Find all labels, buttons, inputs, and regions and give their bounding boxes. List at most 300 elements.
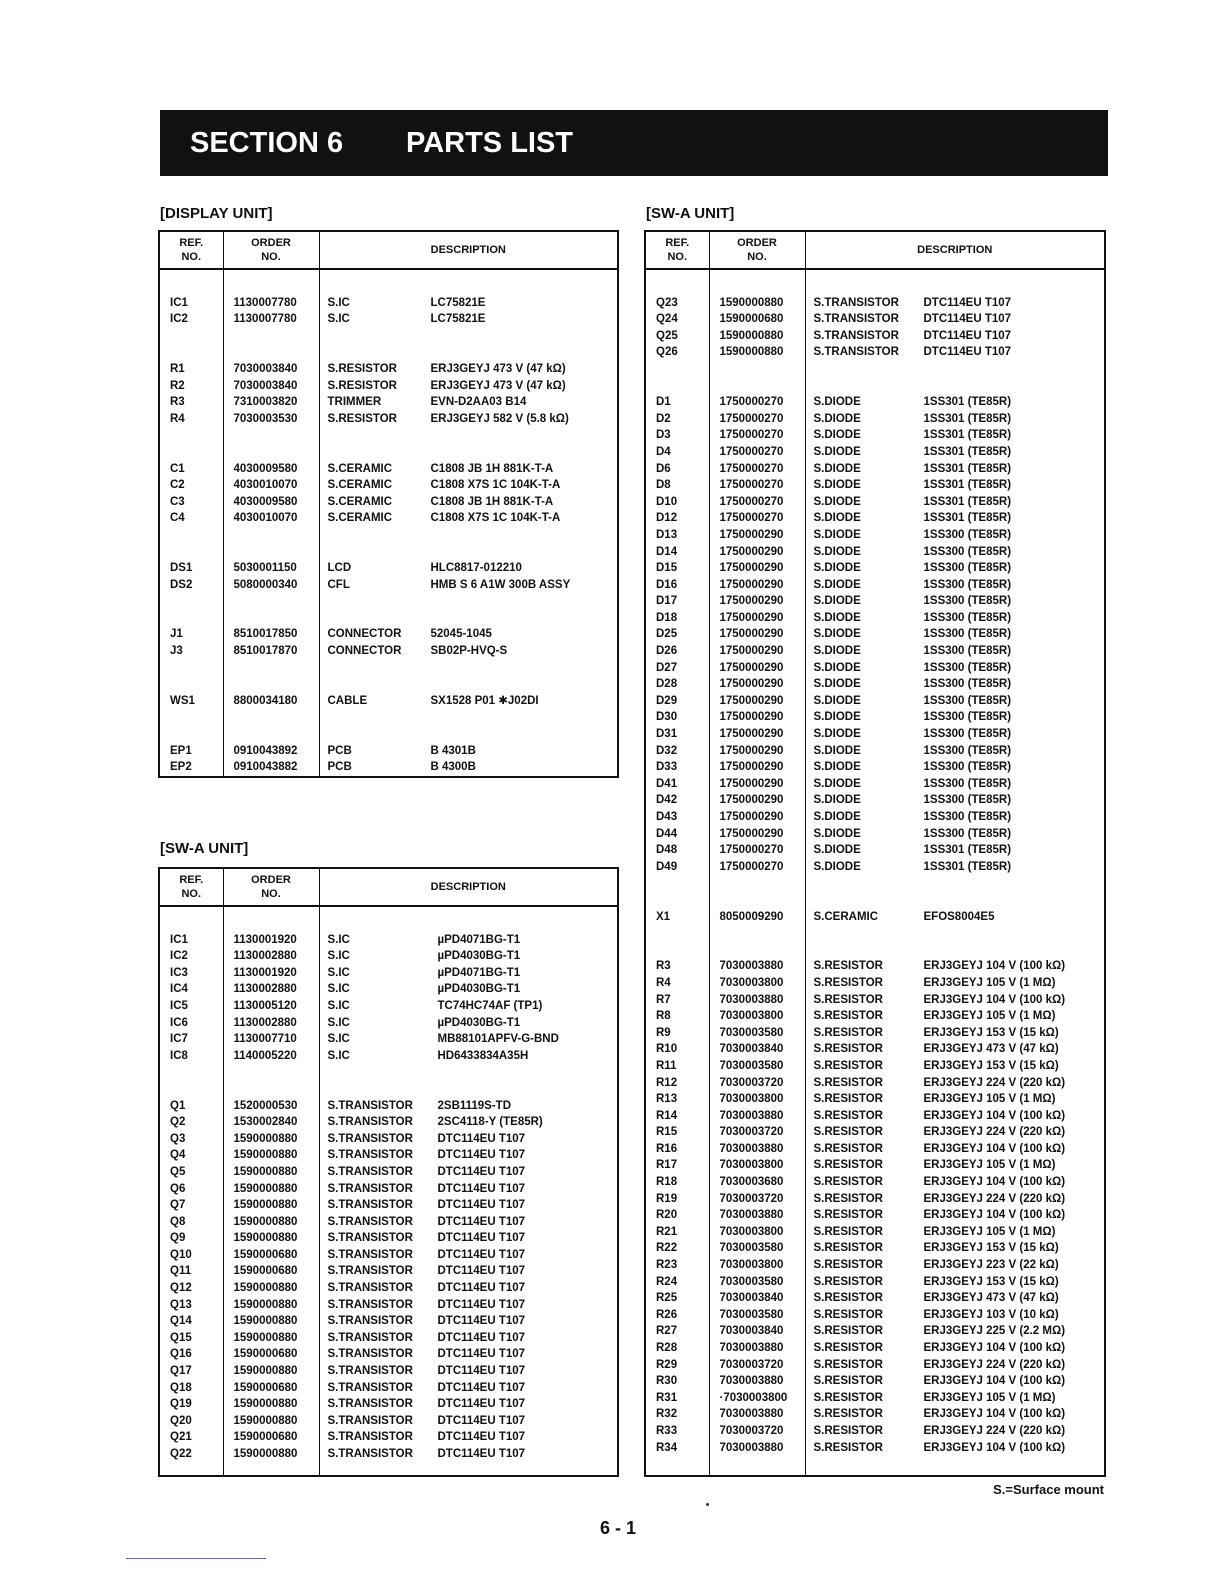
part-row <box>159 932 618 949</box>
part-type: S.RESISTOR <box>813 1358 883 1371</box>
ref-no: R8 <box>645 1008 709 1025</box>
ref-no: IC1 <box>159 295 223 312</box>
ref-no: IC5 <box>159 998 223 1015</box>
description <box>805 676 1105 693</box>
part-type: S.RESISTOR <box>813 1109 883 1122</box>
order-no: 1750000290 <box>709 759 805 776</box>
part-number: 1SS301 (TE85R) <box>923 462 1012 475</box>
description <box>319 1297 618 1314</box>
description <box>319 378 618 395</box>
ref-header-line2: NO. <box>181 251 202 263</box>
description <box>319 311 618 328</box>
spacer-row <box>645 269 1105 278</box>
spacer-row <box>645 892 1105 909</box>
part-row <box>159 1330 618 1347</box>
description <box>805 792 1105 809</box>
part-number: 1SS300 (TE85R) <box>923 761 1012 774</box>
ref-no: Q19 <box>159 1396 223 1413</box>
order-no: 7030003580 <box>709 1307 805 1324</box>
part-number: 1SS300 (TE85R) <box>923 661 1012 674</box>
order-no: 8800034180 <box>223 693 319 710</box>
ref-no: Q9 <box>159 1230 223 1247</box>
description <box>319 693 618 710</box>
order-no: 7030003840 <box>709 1290 805 1307</box>
part-number: ERJ3GEYJ 105 V (1 MΩ) <box>923 1391 1056 1404</box>
spacer-row <box>159 444 618 461</box>
description <box>805 1157 1105 1174</box>
part-number: DTC114EU T107 <box>437 1348 526 1361</box>
part-number: 1SS300 (TE85R) <box>923 827 1012 840</box>
order-no-header <box>709 231 805 269</box>
description <box>805 427 1105 444</box>
part-row <box>645 743 1105 760</box>
ref-no-header <box>645 231 709 269</box>
order-no: 1590000880 <box>223 1363 319 1380</box>
description <box>805 394 1105 411</box>
ref-no: D31 <box>645 726 709 743</box>
ref-no: D3 <box>645 427 709 444</box>
description <box>805 510 1105 527</box>
order-no: 1750000290 <box>709 792 805 809</box>
ref-no: X1 <box>645 909 709 926</box>
ref-no: Q2 <box>159 1114 223 1131</box>
description <box>319 1263 618 1280</box>
description <box>805 709 1105 726</box>
ref-no: C3 <box>159 494 223 511</box>
part-type: S.TRANSISTOR <box>327 1398 413 1411</box>
part-row <box>645 1025 1105 1042</box>
part-row <box>159 394 618 411</box>
part-row <box>645 726 1105 743</box>
part-type: S.RESISTOR <box>813 1391 883 1404</box>
order-no: 8050009290 <box>709 909 805 926</box>
order-no: 7030003880 <box>709 1406 805 1423</box>
ref-no: IC3 <box>159 965 223 982</box>
part-number: ERJ3GEYJ 105 V (1 MΩ) <box>923 1010 1056 1023</box>
part-type: CONNECTOR <box>327 645 402 658</box>
description <box>805 560 1105 577</box>
part-row <box>645 494 1105 511</box>
part-number: 1SS300 (TE85R) <box>923 678 1012 691</box>
part-number: TC74HC74AF (TP1) <box>437 999 543 1012</box>
part-row <box>159 361 618 378</box>
part-row <box>645 1390 1105 1407</box>
order-no: 4030010070 <box>223 510 319 527</box>
part-row <box>159 577 618 594</box>
part-number: B 4301B <box>430 744 476 757</box>
part-type: S.DIODE <box>813 728 861 741</box>
part-row <box>645 1357 1105 1374</box>
part-number: ERJ3GEYJ 153 V (15 kΩ) <box>923 1026 1059 1039</box>
part-number: µPD4030BG-T1 <box>437 983 521 996</box>
part-number: SX1528 P01 ✱J02DI <box>430 694 539 707</box>
ref-no: Q4 <box>159 1147 223 1164</box>
part-type: S.RESISTOR <box>813 1142 883 1155</box>
part-type: S.IC <box>327 296 350 309</box>
order-header-line2: NO. <box>261 888 281 900</box>
part-row <box>159 1181 618 1198</box>
part-row <box>645 1058 1105 1075</box>
description <box>319 981 618 998</box>
part-type: S.IC <box>327 1049 350 1062</box>
description <box>805 527 1105 544</box>
order-no: 1750000270 <box>709 510 805 527</box>
part-type: S.RESISTOR <box>813 1275 883 1288</box>
order-no: 7030003840 <box>709 1041 805 1058</box>
order-no: 7030003880 <box>709 1373 805 1390</box>
part-row <box>159 1048 618 1065</box>
order-no: 1130002880 <box>223 948 319 965</box>
description <box>319 965 618 982</box>
part-number: ERJ3GEYJ 105 V (1 MΩ) <box>923 1159 1056 1172</box>
part-number: 1SS300 (TE85R) <box>923 528 1012 541</box>
part-row <box>645 1174 1105 1191</box>
order-no: 4030009580 <box>223 494 319 511</box>
description <box>319 1446 618 1463</box>
part-number: ERJ3GEYJ 224 V (220 kΩ) <box>923 1076 1066 1089</box>
part-row <box>645 394 1105 411</box>
ref-no: R23 <box>645 1257 709 1274</box>
order-no: 7030003880 <box>709 958 805 975</box>
order-no: 7030003800 <box>709 1224 805 1241</box>
part-type: S.DIODE <box>813 678 861 691</box>
spacer-row <box>159 776 618 777</box>
order-no: 7030003720 <box>709 1191 805 1208</box>
description <box>805 1108 1105 1125</box>
part-row <box>159 743 618 760</box>
part-type: S.IC <box>327 983 350 996</box>
ref-no: D30 <box>645 709 709 726</box>
order-no: 7030003840 <box>709 1323 805 1340</box>
ref-no: D49 <box>645 859 709 876</box>
part-row <box>645 1008 1105 1025</box>
order-no: 1750000270 <box>709 411 805 428</box>
part-number: EVN-D2AA03 B14 <box>430 396 527 409</box>
part-number: ERJ3GEYJ 224 V (220 kΩ) <box>923 1358 1066 1371</box>
part-type: S.DIODE <box>813 545 861 558</box>
description <box>319 461 618 478</box>
description-header: DESCRIPTION <box>319 231 618 269</box>
description <box>319 948 618 965</box>
part-type: S.IC <box>327 966 350 979</box>
part-number: DTC114EU T107 <box>437 1381 526 1394</box>
ref-no: D41 <box>645 776 709 793</box>
order-no: 7030003580 <box>709 1274 805 1291</box>
part-number: DTC114EU T107 <box>437 1331 526 1344</box>
part-type: S.RESISTOR <box>813 1026 883 1039</box>
description <box>805 1373 1105 1390</box>
part-number: DTC114EU T107 <box>437 1149 526 1162</box>
scan-line <box>126 1558 266 1559</box>
ref-no: Q25 <box>645 328 709 345</box>
part-row <box>159 1346 618 1363</box>
part-number: ERJ3GEYJ 223 V (22 kΩ) <box>923 1259 1059 1272</box>
order-no: 7030003880 <box>709 1207 805 1224</box>
description <box>319 1015 618 1032</box>
description <box>805 1091 1105 1108</box>
order-no: 7030003800 <box>709 1157 805 1174</box>
ref-no: D6 <box>645 461 709 478</box>
description <box>319 998 618 1015</box>
ref-header-line2: NO. <box>181 888 202 900</box>
ref-no: D16 <box>645 577 709 594</box>
spacer-row <box>159 328 618 345</box>
part-type: S.RESISTOR <box>813 1076 883 1089</box>
ref-no: Q11 <box>159 1263 223 1280</box>
ref-no: R2 <box>159 378 223 395</box>
part-number: C1808 X7S 1C 104K-T-A <box>430 479 561 492</box>
ref-no: Q6 <box>159 1181 223 1198</box>
spacer-row <box>159 726 618 743</box>
description <box>805 1141 1105 1158</box>
order-header-line2: NO. <box>261 251 281 263</box>
order-no: 1520000530 <box>223 1098 319 1115</box>
order-no: 1750000270 <box>709 394 805 411</box>
order-no: 1130002880 <box>223 1015 319 1032</box>
order-no: 1750000290 <box>709 660 805 677</box>
part-number: 1SS300 (TE85R) <box>923 794 1012 807</box>
order-no: 7030003580 <box>709 1025 805 1042</box>
order-no-header <box>223 231 319 269</box>
order-no: 1750000290 <box>709 593 805 610</box>
part-type: S.DIODE <box>813 495 861 508</box>
description <box>319 577 618 594</box>
part-row <box>159 948 618 965</box>
spacer-row <box>645 278 1105 295</box>
description <box>805 1240 1105 1257</box>
order-no: 1750000290 <box>709 709 805 726</box>
ref-no: Q18 <box>159 1380 223 1397</box>
part-row <box>645 411 1105 428</box>
ref-no: R10 <box>645 1041 709 1058</box>
ref-no: Q15 <box>159 1330 223 1347</box>
description <box>805 1290 1105 1307</box>
part-number: DTC114EU T107 <box>437 1414 526 1427</box>
part-row <box>645 958 1105 975</box>
description <box>805 909 1105 926</box>
ref-no: J1 <box>159 626 223 643</box>
swa-unit-right-title: [SW-A UNIT] <box>646 205 735 222</box>
order-no: 4030009580 <box>223 461 319 478</box>
description <box>805 494 1105 511</box>
part-number: 2SC4118-Y (TE85R) <box>437 1116 543 1129</box>
part-row <box>159 1363 618 1380</box>
description <box>805 461 1105 478</box>
part-number: 1SS300 (TE85R) <box>923 545 1012 558</box>
part-row <box>159 1197 618 1214</box>
part-number: ERJ3GEYJ 104 V (100 kΩ) <box>923 1176 1066 1189</box>
part-type: S.RESISTOR <box>813 1176 883 1189</box>
ref-no: Q8 <box>159 1214 223 1231</box>
description <box>319 1098 618 1115</box>
ref-no: C1 <box>159 461 223 478</box>
part-type: S.DIODE <box>813 711 861 724</box>
part-row <box>159 1429 618 1446</box>
part-number: 1SS300 (TE85R) <box>923 711 1012 724</box>
order-no: 1130007710 <box>223 1031 319 1048</box>
part-type: S.RESISTOR <box>813 1043 883 1056</box>
description <box>319 1197 618 1214</box>
spacer-row <box>645 942 1105 959</box>
description <box>319 1230 618 1247</box>
description <box>805 842 1105 859</box>
description <box>805 444 1105 461</box>
part-number: ERJ3GEYJ 153 V (15 kΩ) <box>923 1275 1059 1288</box>
part-number: DTC114EU T107 <box>437 1315 526 1328</box>
part-number: ERJ3GEYJ 104 V (100 kΩ) <box>923 1142 1066 1155</box>
description <box>805 295 1105 312</box>
order-no-header <box>223 868 319 906</box>
ref-no: D10 <box>645 494 709 511</box>
order-no: 1750000270 <box>709 477 805 494</box>
part-row <box>645 1091 1105 1108</box>
part-row <box>159 759 618 776</box>
order-no: 7030003720 <box>709 1124 805 1141</box>
ref-no: D12 <box>645 510 709 527</box>
description-header: DESCRIPTION <box>805 231 1105 269</box>
part-type: S.TRANSISTOR <box>327 1331 413 1344</box>
part-row <box>645 660 1105 677</box>
order-no: 1750000290 <box>709 577 805 594</box>
description <box>805 1207 1105 1224</box>
ref-no: R27 <box>645 1323 709 1340</box>
order-no: 7030003880 <box>709 1340 805 1357</box>
order-no: 7030003720 <box>709 1357 805 1374</box>
order-no: 1590000680 <box>223 1247 319 1264</box>
order-no: 1590000880 <box>223 1396 319 1413</box>
order-no: 7030003800 <box>709 1257 805 1274</box>
order-no: 1750000290 <box>709 610 805 627</box>
part-number: DTC114EU T107 <box>437 1232 526 1245</box>
ref-no: IC8 <box>159 1048 223 1065</box>
part-number: 1SS300 (TE85R) <box>923 578 1012 591</box>
header-row <box>159 868 618 906</box>
spacer-row <box>159 610 618 627</box>
part-number: DTC114EU T107 <box>437 1448 526 1460</box>
part-row <box>645 826 1105 843</box>
ref-no: IC4 <box>159 981 223 998</box>
part-row <box>645 1406 1105 1423</box>
part-number: ERJ3GEYJ 224 V (220 kΩ) <box>923 1424 1066 1437</box>
ref-no: D2 <box>645 411 709 428</box>
order-no: 7030003800 <box>709 975 805 992</box>
part-row <box>159 1313 618 1330</box>
part-row <box>159 560 618 577</box>
order-no: ·7030003800 <box>709 1390 805 1407</box>
ref-no: Q20 <box>159 1413 223 1430</box>
part-row <box>645 992 1105 1009</box>
spacer-row <box>159 660 618 677</box>
swa-unit-left-table <box>158 867 619 1477</box>
part-row <box>159 1147 618 1164</box>
part-type: S.DIODE <box>813 661 861 674</box>
description <box>805 1025 1105 1042</box>
ref-no: D14 <box>645 544 709 561</box>
spacer-row <box>159 527 618 544</box>
part-row <box>645 759 1105 776</box>
order-no: 1590000880 <box>223 1313 319 1330</box>
ref-no: D15 <box>645 560 709 577</box>
order-no: 7030003880 <box>709 1108 805 1125</box>
description <box>805 1357 1105 1374</box>
ref-no: R14 <box>645 1108 709 1125</box>
part-number: DTC114EU T107 <box>437 1431 526 1444</box>
part-row <box>645 859 1105 876</box>
description <box>805 1406 1105 1423</box>
part-type: S.IC <box>327 1016 350 1029</box>
part-type: S.RESISTOR <box>813 1441 883 1454</box>
order-no: 1750000270 <box>709 859 805 876</box>
ref-no: Q3 <box>159 1131 223 1148</box>
spacer-row <box>159 1463 618 1476</box>
part-type: S.RESISTOR <box>813 1342 883 1354</box>
ref-no: R24 <box>645 1274 709 1291</box>
part-number: LC75821E <box>430 313 486 326</box>
description <box>805 1440 1105 1457</box>
part-type: S.DIODE <box>813 429 861 442</box>
part-number: 1SS301 (TE85R) <box>923 512 1012 525</box>
description <box>319 477 618 494</box>
part-type: S.RESISTOR <box>813 976 883 989</box>
part-number: C1808 JB 1H 881K-T-A <box>430 495 554 508</box>
part-type: S.DIODE <box>813 445 861 458</box>
part-row <box>159 626 618 643</box>
part-number: DTC114EU T107 <box>437 1215 526 1228</box>
ref-no: D1 <box>645 394 709 411</box>
order-no: 1750000270 <box>709 842 805 859</box>
ref-no: R20 <box>645 1207 709 1224</box>
order-no: 1130002880 <box>223 981 319 998</box>
ref-no: R4 <box>645 975 709 992</box>
spacer-row <box>159 676 618 693</box>
part-row <box>645 1157 1105 1174</box>
ref-no: D28 <box>645 676 709 693</box>
ref-no: Q13 <box>159 1297 223 1314</box>
part-type: S.DIODE <box>813 396 861 409</box>
part-type: S.DIODE <box>813 528 861 541</box>
part-row <box>645 560 1105 577</box>
description <box>319 1413 618 1430</box>
description <box>805 1008 1105 1025</box>
order-no: 7310003820 <box>223 394 319 411</box>
part-type: S.CERAMIC <box>327 495 393 508</box>
ref-no: IC1 <box>159 932 223 949</box>
ref-no: Q23 <box>645 295 709 312</box>
order-no: 1130001920 <box>223 932 319 949</box>
ref-no-header <box>159 231 223 269</box>
part-type: CONNECTOR <box>327 628 402 641</box>
spacer-row <box>159 344 618 361</box>
part-row <box>159 1098 618 1115</box>
ref-no: Q22 <box>159 1446 223 1463</box>
part-type: S.DIODE <box>813 777 861 790</box>
description <box>319 361 618 378</box>
description <box>319 560 618 577</box>
part-number: DTC114EU T107 <box>437 1298 526 1311</box>
ref-no: Q24 <box>645 311 709 328</box>
ref-no: R15 <box>645 1124 709 1141</box>
part-row <box>645 776 1105 793</box>
part-type: S.RESISTOR <box>813 1010 883 1023</box>
part-type: S.RESISTOR <box>813 1375 883 1388</box>
part-row <box>645 1124 1105 1141</box>
description <box>805 992 1105 1009</box>
part-type: S.TRANSISTOR <box>327 1199 413 1212</box>
part-number: 1SS300 (TE85R) <box>923 744 1012 757</box>
part-type: S.TRANSISTOR <box>327 1165 413 1178</box>
part-type: S.TRANSISTOR <box>327 1232 413 1245</box>
order-no: 1590000880 <box>223 1214 319 1231</box>
